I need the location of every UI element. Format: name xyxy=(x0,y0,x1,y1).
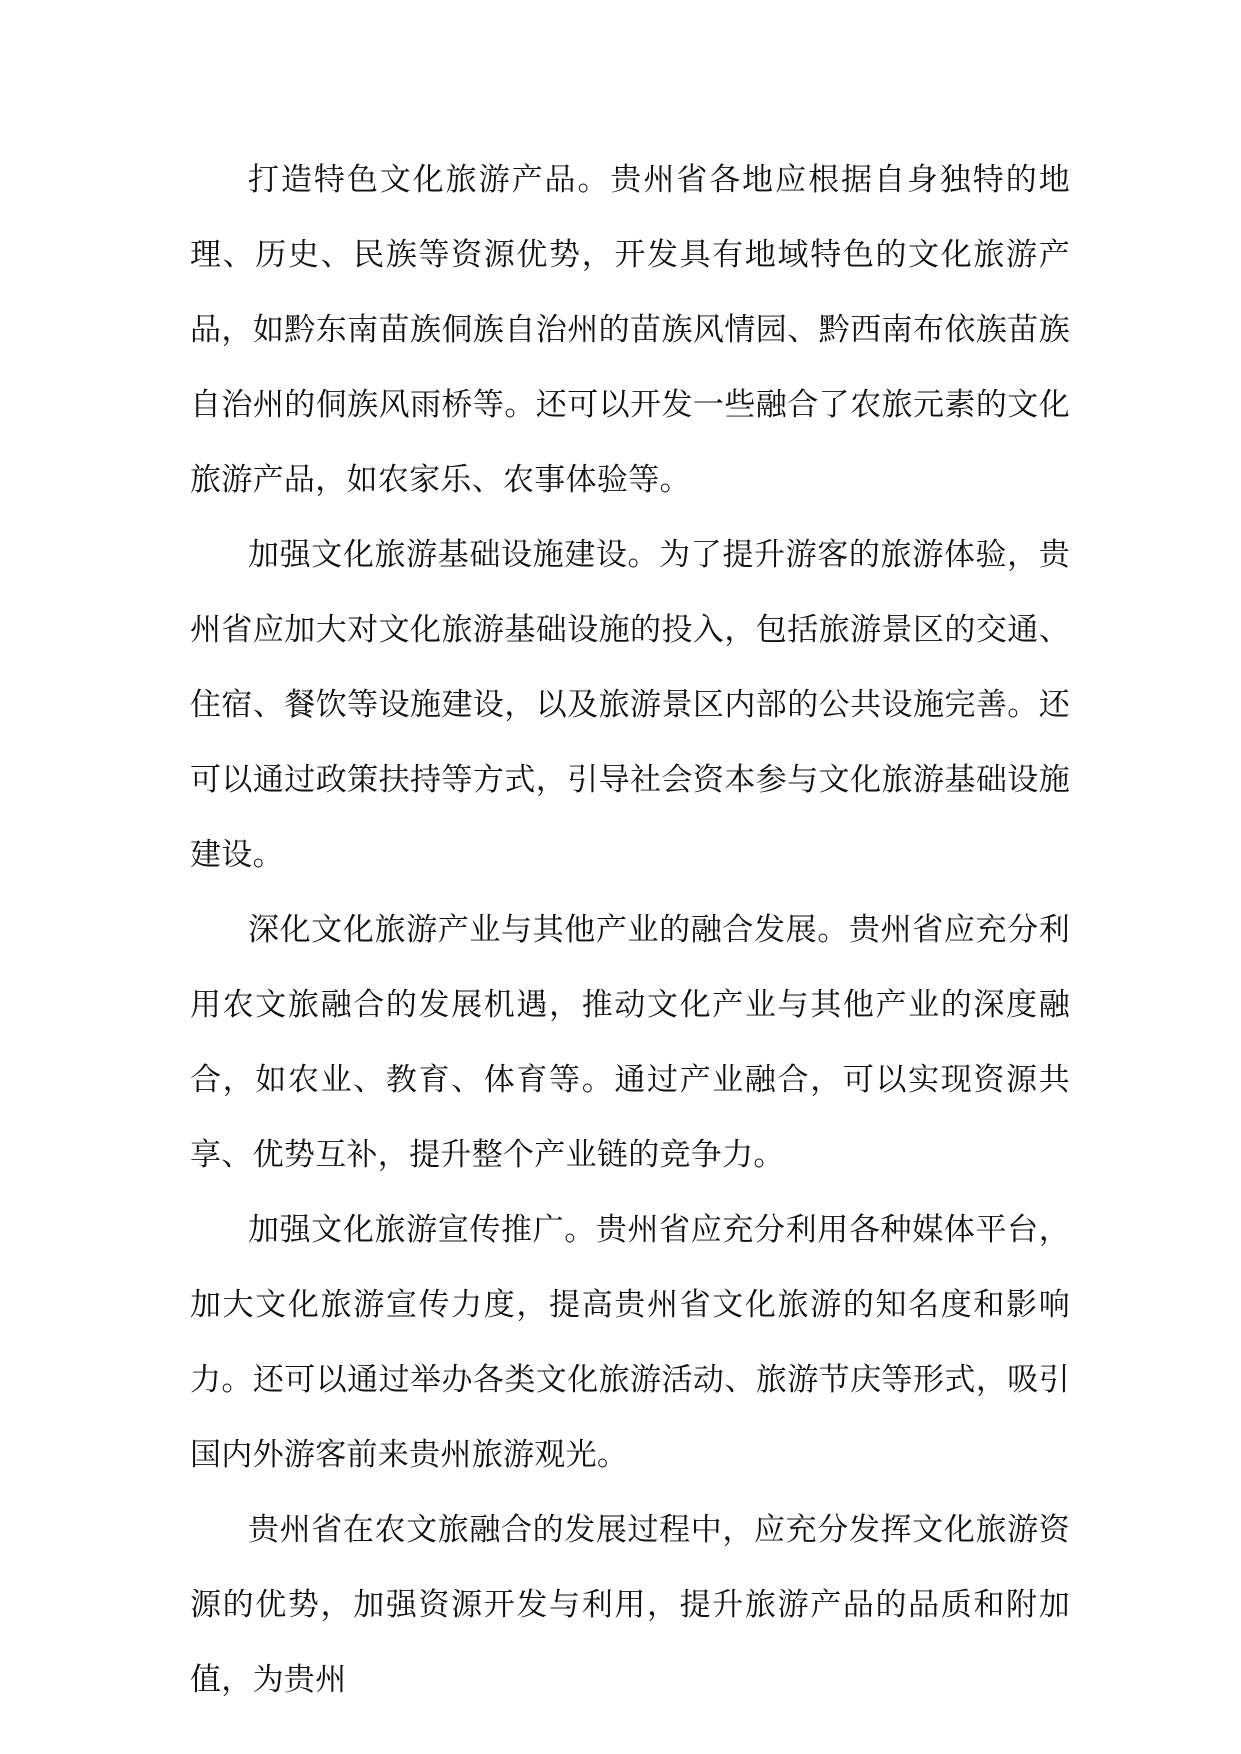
paragraph-tourism-products: 打造特色文化旅游产品。贵州省各地应根据自身独特的地理、历史、民族等资源优势，开发具有地域特色的文化旅游产品，如黔东南苗族侗族自治州的苗族风情园、黔西南布依族苗族自治州的侗族风雨桥等。还可以开发一些融合了农旅元素的文化旅游产品，如农家乐、农事体验等。 xyxy=(190,162,1070,498)
paragraph-conclusion: 贵州省在农文旅融合的发展过程中，应充分发挥文化旅游资源的优势，加强资源开发与利用，提升旅游产品的品质和附加值，为贵州 xyxy=(190,1512,1070,1698)
body-text xyxy=(190,143,1070,1718)
paragraph-industry-integration: 深化文化旅游产业与其他产业的融合发展。贵州省应充分利用农文旅融合的发展机遇，推动文化产业与其他产业的深度融合，如农业、教育、体育等。通过产业融合，可以实现资源共享、优势互补，提升整个产业链的竞争力。 xyxy=(190,912,1070,1173)
paragraph-promotion: 加强文化旅游宣传推广。贵州省应充分利用各种媒体平台，加大文化旅游宣传力度，提高贵州省文化旅游的知名度和影响力。还可以通过举办各类文化旅游活动、旅游节庆等形式，吸引国内外游客前来贵州旅游观光。 xyxy=(190,1212,1070,1473)
paragraph-infrastructure: 加强文化旅游基础设施建设。为了提升游客的旅游体验，贵州省应加大对文化旅游基础设施的投入，包括旅游景区的交通、住宿、餐饮等设施建设，以及旅游景区内部的公共设施完善。还可以通过政策扶持等方式，引导社会资本参与文化旅游基础设施建设。 xyxy=(190,537,1070,873)
